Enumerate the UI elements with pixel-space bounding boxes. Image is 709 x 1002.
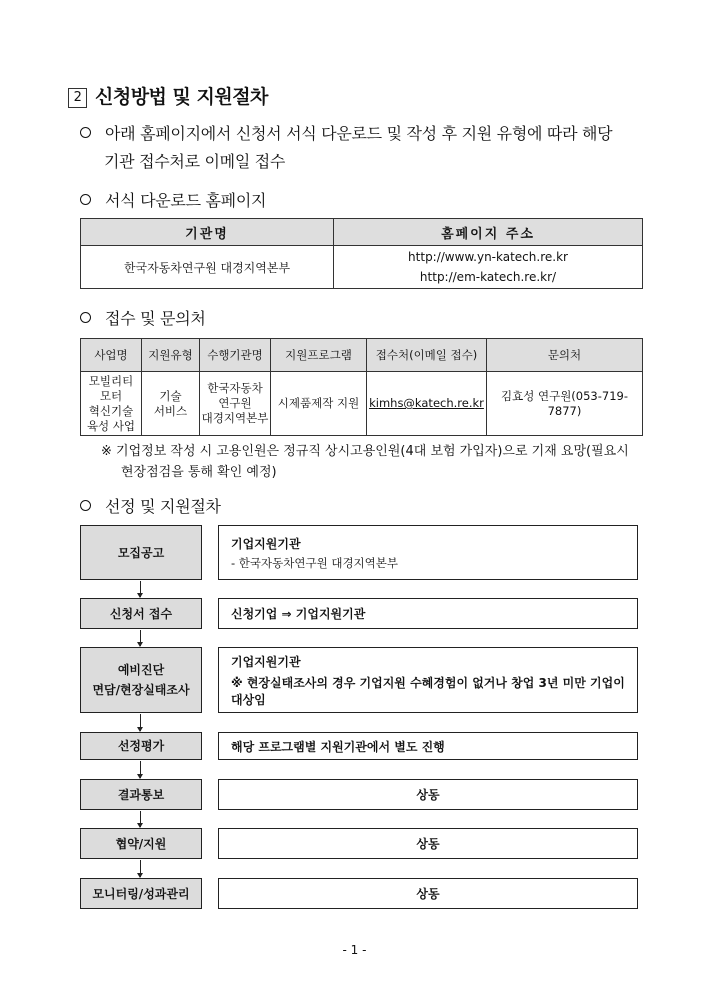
flow-step-result: 결과통보 — [80, 779, 202, 810]
note-line: 현장점검을 통해 확인 예정) — [121, 465, 277, 480]
flow-step-evaluation: 선정평가 — [80, 732, 202, 760]
flow-desc-text: 신청기업 ⇒ 기업지원기관 — [231, 607, 366, 621]
flow-desc-monitoring — [218, 878, 638, 909]
note-line: ※ 기업정보 작성 시 고용인원은 정규직 상시고용인원(4대 보험 가입자)으로 기재 요망(필요시 — [101, 444, 629, 459]
flow-desc-evaluation — [218, 732, 638, 760]
table-header: 기관명 — [81, 219, 334, 246]
bullet-circle-icon — [80, 312, 91, 323]
bullet-apply-method — [80, 121, 612, 144]
flow-desc-application — [218, 598, 638, 629]
flow-desc-result — [218, 779, 638, 810]
homepage-table — [80, 218, 643, 289]
flow-arrow-icon — [140, 811, 141, 827]
flow-desc-text: 기업지원기관 — [231, 654, 301, 669]
bullet-text: 서식 다운로드 홈페이지 — [105, 191, 267, 210]
cell-line: 혁신기술 — [88, 403, 134, 418]
note — [101, 441, 646, 483]
flow-step-line: 면담/현장실태조사 — [92, 683, 190, 697]
table-header: 지원프로그램 — [271, 339, 367, 372]
contact-cell: 김효성 연구원(053-719-7877) — [487, 372, 643, 436]
section-title-text: 신청방법 및 지원절차 — [95, 86, 268, 108]
table-header: 사업명 — [81, 339, 142, 372]
flow-step-application: 신청서 접수 — [80, 598, 202, 629]
flow-step-diagnosis — [80, 647, 202, 713]
cell-line: 한국자동차 — [207, 381, 263, 395]
flow-step-agreement: 협약/지원 — [80, 828, 202, 859]
bullet-procedure — [80, 494, 221, 517]
flow-desc-recruit — [218, 525, 638, 580]
url-cell — [334, 246, 643, 289]
bullet-text: 선정 및 지원절차 — [105, 497, 221, 516]
section-title — [68, 82, 268, 109]
page-number: - 1 - — [342, 943, 367, 957]
flow-arrow-icon — [140, 860, 141, 877]
flow-desc-agreement — [218, 828, 638, 859]
flow-desc-text: 상동 — [416, 788, 440, 802]
bullet-contact — [80, 306, 206, 329]
flow-step-monitoring: 모니터링/성과관리 — [80, 878, 202, 909]
flow-step-recruit: 모집공고 — [80, 525, 202, 580]
flow-desc-text: 상동 — [416, 887, 440, 901]
email-link[interactable]: kimhs@katech.re.kr — [369, 396, 484, 410]
email-cell — [367, 372, 487, 436]
flow-arrow-icon — [140, 630, 141, 646]
flow-arrow-icon — [140, 714, 141, 731]
homepage-link[interactable]: http://www.yn-katech.re.kr — [408, 250, 568, 264]
type-cell — [142, 372, 200, 436]
flow-step-line: 예비진단 — [117, 663, 165, 677]
table-header: 지원유형 — [142, 339, 200, 372]
cell-line: 모빌리티 — [88, 373, 134, 388]
bullet-text: 접수 및 문의처 — [105, 309, 206, 328]
contact-table — [80, 338, 643, 436]
bullet-continuation: 기관 접수처로 이메일 접수 — [104, 152, 286, 171]
agency-cell — [200, 372, 271, 436]
org-name-cell: 한국자동차연구원 대경지역본부 — [81, 246, 334, 289]
flow-desc-text: 기업지원기관 — [231, 536, 301, 551]
table-header: 홈페이지 주소 — [334, 219, 643, 246]
table-header: 수행기관명 — [200, 339, 271, 372]
cell-line: 서비스 — [153, 403, 188, 418]
bullet-circle-icon — [80, 194, 91, 205]
flow-arrow-icon — [140, 581, 141, 597]
table-header: 문의처 — [487, 339, 643, 372]
bullet-circle-icon — [80, 500, 91, 511]
cell-line: 모터 — [99, 388, 123, 403]
flow-desc-sub: ※ 현장실태조사의 경우 기업지원 수혜경험이 없거나 창업 3년 미만 기업이 대상임 — [231, 675, 625, 707]
program-cell: 시제품제작 지원 — [271, 372, 367, 436]
section-number: 2 — [68, 88, 87, 108]
flow-desc-text: 해당 프로그램별 지원기관에서 별도 진행 — [231, 739, 445, 754]
cell-line: 대경지역본부 — [201, 411, 269, 425]
cell-line: 육성 사업 — [86, 418, 136, 433]
flow-desc-diagnosis — [218, 647, 638, 713]
cell-line: 기술 — [159, 388, 182, 403]
bullet-text: 아래 홈페이지에서 신청서 서식 다운로드 및 작성 후 지원 유형에 따라 해당 — [105, 124, 613, 143]
cell-line: 연구원 — [218, 396, 252, 410]
homepage-link[interactable]: http://em-katech.re.kr/ — [419, 270, 557, 284]
flow-desc-sub: - 한국자동차연구원 대경지역본부 — [231, 555, 398, 570]
table-header: 접수처(이메일 접수) — [367, 339, 487, 372]
flow-desc-text: 상동 — [416, 837, 440, 851]
flow-arrow-icon — [140, 761, 141, 778]
business-cell — [81, 372, 142, 436]
bullet-circle-icon — [80, 127, 91, 138]
bullet-download-homepage — [80, 188, 266, 211]
